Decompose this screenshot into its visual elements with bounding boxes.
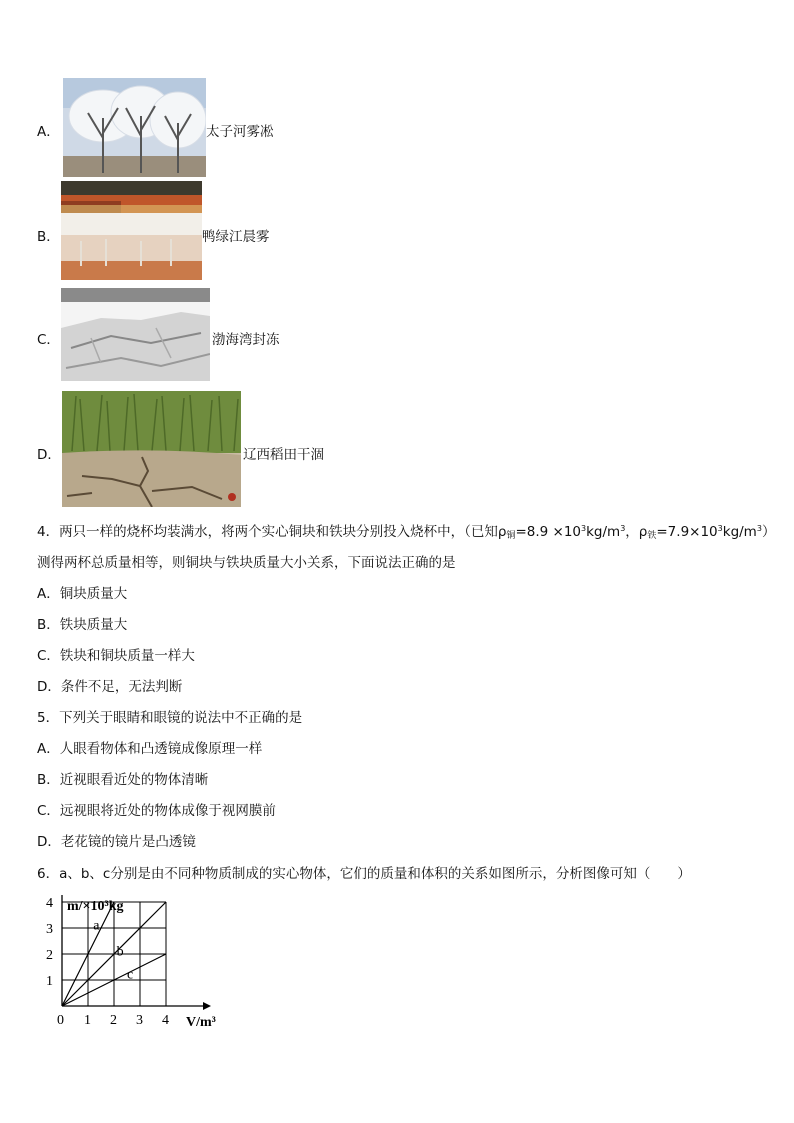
x-axis-label: V/m³: [186, 1015, 216, 1030]
x-tick-label: 3: [136, 1013, 143, 1028]
q5-option-a: A．人眼看物体和凸透镜成像原理一样: [37, 741, 263, 757]
q5-option-c: C．远视眼将近处的物体成像于视网膜前: [37, 803, 276, 819]
series-label-c: c: [127, 967, 134, 983]
option-caption: 渤海湾封冻: [212, 332, 280, 348]
copper-density: =8.9 ×10: [515, 524, 581, 540]
question-4-line-2: 测得两杯总质量相等，则铜块与铁块质量大小关系，下面说法正确的是: [37, 555, 456, 571]
q4-option-c: C．铁块和铜块质量一样大: [37, 648, 195, 664]
frozen-bay-ice-photo: [61, 288, 210, 381]
x-tick-label: 1: [84, 1013, 91, 1028]
q4-text: 4．两只一样的烧杯均装满水，将两个实心铜块和铁块分别投入烧杯中，（已知: [37, 524, 498, 540]
y-axis-label: m/×10³kg: [67, 899, 124, 914]
close-paren: ）: [761, 524, 776, 540]
series-label-b: b: [116, 944, 124, 960]
iron-subscript: 铁: [647, 531, 657, 541]
series-label-a: a: [93, 918, 100, 934]
question-4-line-1: [37, 520, 775, 541]
option-letter: B．: [37, 229, 60, 245]
y-tick-label: 1: [46, 974, 53, 989]
y-tick-label: 2: [46, 948, 53, 963]
q4-option-b: B．铁块质量大: [37, 617, 128, 633]
rime-frost-trees-photo: [63, 78, 206, 177]
x-tick-label: 4: [162, 1013, 169, 1028]
copper-unit-exp: 3: [620, 524, 626, 533]
q4-option-d: D．条件不足，无法判断: [37, 679, 183, 695]
x-axis-arrow: [203, 1002, 211, 1010]
option-letter: C．: [37, 332, 60, 348]
x-tick-label: 0: [57, 1013, 64, 1028]
iron-exp: 3: [717, 524, 723, 533]
mass-volume-chart: [40, 895, 250, 1035]
rho-symbol: ρ: [638, 524, 648, 540]
y-tick-label: 4: [46, 896, 53, 911]
option-letter: A．: [37, 124, 60, 140]
copper-subscript: 铜: [506, 531, 516, 541]
q4-option-a: A．铜块质量大: [37, 586, 128, 602]
iron-unit-exp: 3: [756, 524, 762, 533]
copper-unit: kg/m: [586, 524, 621, 540]
option-letter: D．: [37, 447, 61, 463]
option-caption: 辽西稻田干涸: [243, 447, 324, 463]
y-tick-label: 3: [46, 922, 53, 937]
separator: ，: [625, 524, 639, 540]
copper-exp: 3: [581, 524, 587, 533]
dry-rice-field-photo: [62, 391, 241, 507]
iron-unit: kg/m: [722, 524, 757, 540]
q5-option-b: B．近视眼看近处的物体清晰: [37, 772, 209, 788]
question-5-stem: 5．下列关于眼睛和眼镜的说法中不正确的是: [37, 710, 303, 726]
option-caption: 鸭绿江晨雾: [202, 229, 270, 245]
question-6-stem: 6．a、b、c分别是由不同种物质制成的实心物体，它们的质量和体积的关系如图所示，分析图像可知（ ）: [37, 866, 691, 882]
q5-option-d: D．老花镜的镜片是凸透镜: [37, 834, 196, 850]
option-caption: 太子河雾凇: [206, 124, 274, 140]
x-tick-label: 2: [110, 1013, 117, 1028]
morning-fog-river-photo: [61, 181, 202, 280]
iron-density: =7.9×10: [656, 524, 718, 540]
rho-symbol: ρ: [497, 524, 507, 540]
